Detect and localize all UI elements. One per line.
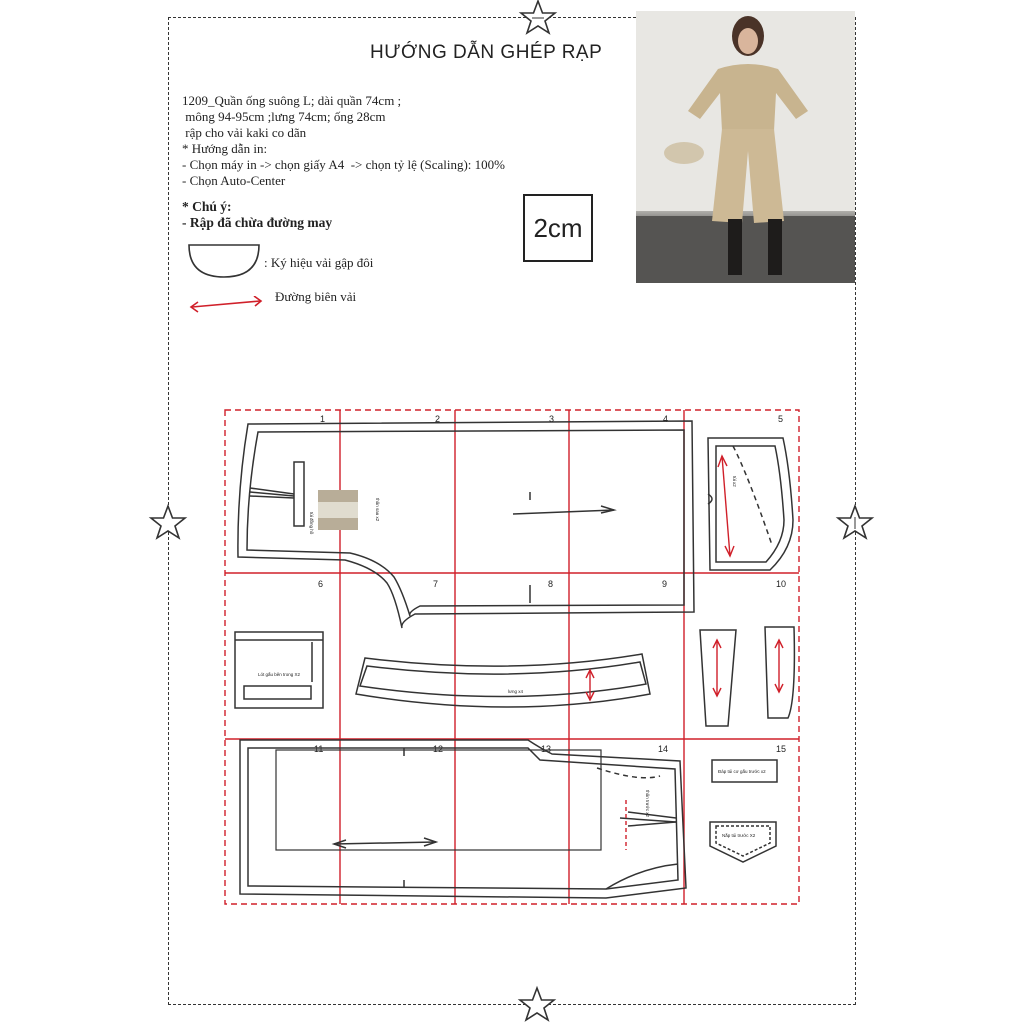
- page-title: HƯỚNG DẪN GHÉP RẠP: [370, 42, 603, 63]
- selvage-legend-label: Đường biên vải: [275, 289, 357, 304]
- label-front-side: thân sau x2: [375, 498, 380, 522]
- waistband-piece: [356, 654, 650, 707]
- label-coin-pocket: Nắp túi trước X2: [722, 833, 756, 838]
- info-line-1: 1209_Quần ống suông L; dài quần 74cm ;: [182, 93, 402, 108]
- cell-number-6: 6: [318, 579, 324, 589]
- fold-legend-label: : Ký hiệu vải gập đôi: [264, 255, 374, 270]
- info-line-6: - Chọn Auto-Center: [182, 173, 286, 188]
- cell-number-1: 1: [320, 414, 326, 424]
- cell-number-7: 7: [433, 579, 439, 589]
- cell-number-13: 13: [541, 744, 552, 754]
- note-title: * Chú ý:: [182, 199, 232, 214]
- fly-piece: [294, 462, 304, 526]
- tile-grid: [225, 410, 799, 904]
- scale-label: 2cm: [533, 212, 583, 243]
- info-line-5: - Chọn máy in -> chọn giấy A4 -> chọn tỷ lệ (Scaling): 100%: [182, 157, 505, 172]
- front-grain-line: [513, 510, 614, 514]
- facing-piece: [235, 632, 323, 708]
- label-pocket-bag: Đáp túi cơ gấu trước x2: [718, 769, 766, 774]
- back-grain-line: [334, 842, 436, 844]
- label-facing: Lót gấu bên trong X2: [258, 672, 301, 677]
- cell-number-14: 14: [658, 744, 669, 754]
- label-front-small: túi đồng hồ: [309, 512, 314, 535]
- back-pants-piece: [240, 740, 686, 898]
- cell-number-9: 9: [662, 579, 668, 589]
- cell-number-12: 12: [433, 744, 444, 754]
- grain-arrow-pocket: [722, 456, 730, 556]
- info-line-3: rập cho vải kaki co dãn: [182, 125, 307, 140]
- cell-number-2: 2: [435, 414, 441, 424]
- cell-number-3: 3: [549, 414, 555, 424]
- note-line: - Rập đã chừa đường may: [182, 215, 333, 230]
- cell-number-15: 15: [776, 744, 787, 754]
- label-back-leg: thân trước x2: [645, 790, 650, 817]
- info-line-4: * Hướng dẫn in:: [182, 141, 268, 156]
- cell-number-10: 10: [776, 579, 787, 589]
- cell-number-4: 4: [663, 414, 669, 424]
- cell-number-8: 8: [548, 579, 554, 589]
- label-waistband: lưng x4: [508, 689, 524, 694]
- beltloop-piece-1: [700, 630, 736, 726]
- info-line-2: mông 94-95cm ;lưng 74cm; ống 28cm: [182, 109, 386, 124]
- front-pants-piece: [238, 421, 694, 628]
- label-pocket-side: túi x2: [732, 476, 737, 487]
- cell-number-5: 5: [778, 414, 784, 424]
- cell-number-11: 11: [314, 744, 324, 754]
